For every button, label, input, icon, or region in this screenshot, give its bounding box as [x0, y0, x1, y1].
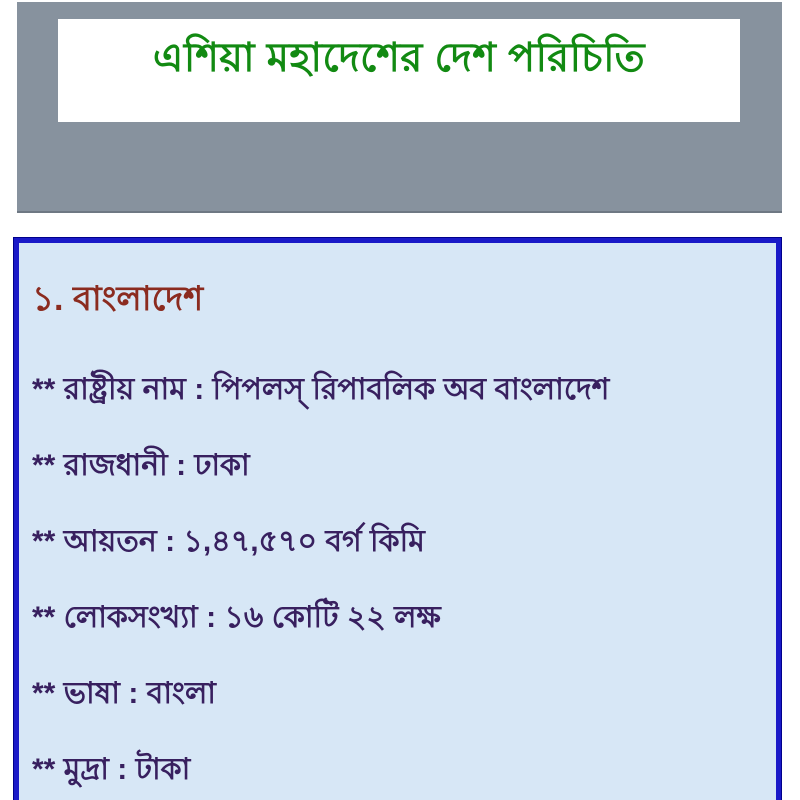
title-box	[58, 19, 740, 122]
country-info-card	[14, 238, 781, 800]
page-title: এশিয়া মহাদেশের দেশ পরিচিতি	[152, 36, 646, 80]
header-banner	[17, 2, 782, 213]
fact-capital: ** রাজধানী : ঢাকা	[32, 449, 250, 482]
fact-official-name: ** রাষ্ট্রীয় নাম : পিপলস্ রিপাবলিক অব বাংলাদেশ	[32, 373, 610, 406]
fact-population: ** লোকসংখ্যা : ১৬ কোটি ২২ লক্ষ	[32, 601, 441, 634]
fact-language: ** ভাষা : বাংলা	[32, 677, 217, 710]
fact-area: ** আয়তন : ১,৪৭,৫৭০ বর্গ কিমি	[32, 525, 425, 558]
fact-currency: ** মুদ্রা : টাকা	[32, 753, 191, 786]
country-heading: ১. বাংলাদেশ	[32, 280, 204, 318]
